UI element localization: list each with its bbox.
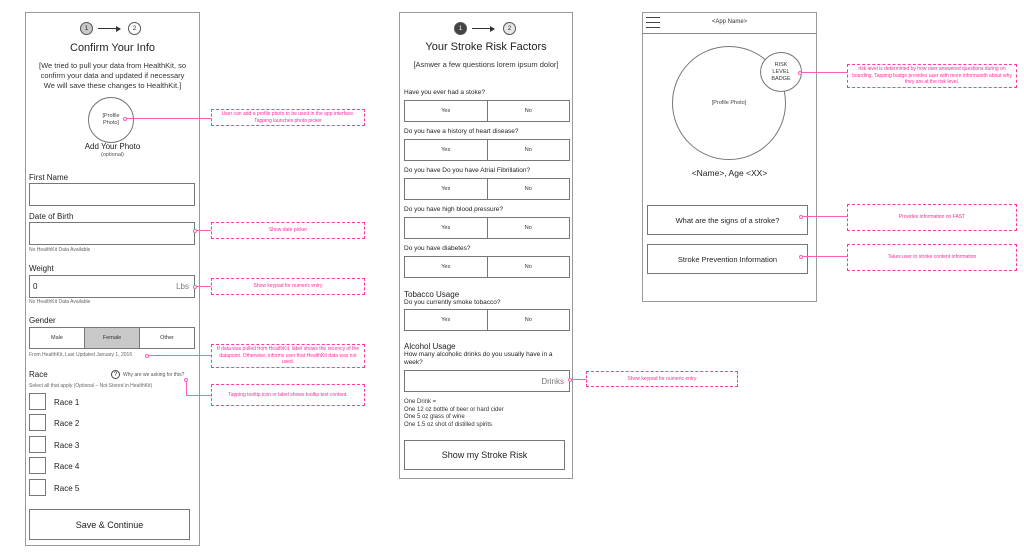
- question-label: Do you have a history of heart disease?: [404, 128, 519, 135]
- drink-definition-line: One 5 oz glass of wine: [404, 414, 465, 420]
- step-2-indicator: 2: [503, 22, 516, 35]
- menu-line: [646, 27, 660, 28]
- risk-level-badge[interactable]: [760, 52, 802, 92]
- annotation-gender-note: If data was pulled from HealthKit, label shows the recency of the datapoint. Otherwise, informs user that HealthKit data was not used.: [211, 344, 365, 368]
- step-2-indicator: 2: [128, 22, 141, 35]
- optional-label: (optional): [101, 152, 124, 158]
- race-5-checkbox[interactable]: [29, 479, 46, 496]
- annotation-drinks-note: Show keypad for numeric entry: [586, 371, 738, 387]
- annotation-connector: [803, 216, 848, 217]
- first-name-label: First Name: [29, 173, 69, 182]
- race-3-checkbox[interactable]: [29, 436, 46, 453]
- weight-hint: No HealthKit Data Available: [29, 299, 91, 305]
- badge-text: LEVEL: [772, 68, 790, 75]
- annotation-connector: [572, 379, 586, 380]
- app-name: <App Name>: [711, 19, 748, 25]
- drink-definition-line: One 12 oz bottle of beer or hard cider: [404, 406, 504, 413]
- yes-button[interactable]: Yes: [405, 218, 488, 238]
- question-label: Do you have diabetes?: [404, 245, 471, 252]
- question-label: Do you have Do you have Atrial Fibrillation?: [404, 167, 531, 174]
- profile-photo-picker[interactable]: [88, 97, 134, 143]
- dob-label: Date of Birth: [29, 212, 74, 221]
- page-title: Your Stroke Risk Factors: [425, 41, 547, 53]
- gender-segmented-control[interactable]: [29, 327, 195, 349]
- step-1-indicator: 1: [454, 22, 467, 35]
- annotation-connector: [186, 395, 211, 396]
- no-button[interactable]: No: [524, 264, 532, 270]
- step-arrow-icon: [98, 28, 120, 29]
- stroke-signs-button[interactable]: What are the signs of a stroke?: [647, 205, 808, 235]
- first-name-input[interactable]: [29, 183, 195, 206]
- yes-no-toggle[interactable]: [404, 100, 570, 122]
- question-label: Have you ever had a stoke?: [404, 89, 485, 96]
- annotation-tooltip-note: Tapping tooltip icon or label shows tooltip text content.: [211, 384, 365, 406]
- annotation-connector: [802, 72, 848, 73]
- gender-option-male[interactable]: Male: [30, 328, 85, 348]
- annotation-connector: [197, 286, 211, 287]
- race-4-checkbox[interactable]: [29, 457, 46, 474]
- photo-placeholder-text: [Profile: [102, 113, 120, 119]
- annotation-prevention-note: Takes user to stroke content information: [847, 244, 1017, 271]
- yes-button[interactable]: Yes: [405, 179, 488, 199]
- weight-label: Weight: [29, 264, 54, 273]
- question-label: Do you have high blood pressure?: [404, 206, 504, 213]
- yes-no-toggle[interactable]: [404, 217, 570, 239]
- step-arrow-icon: [472, 28, 494, 29]
- race-1-label: Race 1: [54, 398, 80, 407]
- page-subtitle: [Asnwer a few questions lorem ipsum dolor]: [413, 60, 559, 69]
- tobacco-no-button[interactable]: No: [524, 317, 532, 323]
- weight-input[interactable]: [29, 275, 195, 298]
- weight-unit: Lbs: [176, 282, 189, 291]
- annotation-connector: [197, 230, 211, 231]
- stroke-prevention-button[interactable]: Stroke Prevention Information: [647, 244, 808, 274]
- race-1-checkbox[interactable]: [29, 393, 46, 410]
- tobacco-yes-button[interactable]: Yes: [405, 310, 488, 330]
- name-age-label: <Name>, Age <XX>: [691, 168, 768, 178]
- tobacco-title: Tobacco Usage: [404, 290, 460, 299]
- tobacco-question: Do you currently smoke tobacco?: [404, 299, 501, 306]
- intro-line: [We tried to pull your data from HealthKit, so: [38, 61, 186, 70]
- yes-button[interactable]: Yes: [405, 101, 488, 121]
- annotation-weight-note: Show keypad for numeric entry: [211, 278, 365, 295]
- save-continue-button[interactable]: Save & Continue: [29, 509, 190, 540]
- alcohol-question-line: How many alcoholic drinks do you usually have in a: [404, 351, 553, 358]
- alcohol-question: [404, 351, 570, 367]
- show-stroke-risk-button[interactable]: Show my Stroke Risk: [404, 440, 565, 470]
- yes-no-toggle[interactable]: [404, 256, 570, 278]
- yes-no-toggle[interactable]: [404, 178, 570, 200]
- profile-photo: [Profile Photo]: [672, 46, 786, 160]
- annotation-dob-note: Show date picker: [211, 222, 365, 239]
- add-photo-label[interactable]: Add Your Photo: [84, 142, 141, 151]
- annotation-connector: [186, 382, 187, 396]
- badge-text: BADGE: [771, 75, 791, 82]
- drink-definition-line: One 1.5 oz shot of distilled spirits: [404, 421, 493, 428]
- gender-option-other[interactable]: Other: [160, 335, 174, 341]
- no-button[interactable]: No: [524, 108, 532, 114]
- annotation-connector: [127, 118, 211, 119]
- annotation-signs-note: Provides information on FAST: [847, 204, 1017, 231]
- no-button[interactable]: No: [524, 147, 532, 153]
- dob-hint: No HealthKit Data Available: [29, 247, 91, 253]
- drink-definition-line: One Drink =: [404, 399, 437, 405]
- annotation-connector: [149, 355, 211, 356]
- race-3-label: Race 3: [54, 441, 80, 450]
- yes-button[interactable]: Yes: [405, 257, 488, 277]
- race-5-label: Race 5: [54, 484, 80, 493]
- yes-no-toggle[interactable]: [404, 139, 570, 161]
- tooltip-label[interactable]: Why are we asking for this?: [123, 372, 185, 378]
- drinks-unit: Drinks: [541, 377, 564, 386]
- race-4-label: Race 4: [54, 462, 80, 471]
- yes-button[interactable]: Yes: [405, 140, 488, 160]
- weight-value: 0: [33, 282, 38, 291]
- intro-text: [25, 61, 200, 91]
- step-1-indicator: 1: [80, 22, 93, 35]
- badge-text: RISK: [774, 61, 788, 68]
- intro-line: We will save these changes to HealthKit.]: [43, 81, 182, 90]
- dob-input[interactable]: [29, 222, 195, 245]
- annotation-connector: [803, 256, 848, 257]
- annotation-photo-note: User can add a profile photo to be used in the app interface. Tapping launches photo picker: [211, 109, 365, 126]
- race-2-label: Race 2: [54, 419, 80, 428]
- alcohol-question-line: week?: [404, 359, 423, 366]
- annotation-badge-note: risk level is determined by how user answered questions during on boarding. Tapping badge provides user with more informaioth about why they are at the risk level.: [847, 64, 1017, 88]
- drinks-input[interactable]: [404, 370, 570, 392]
- alcohol-title: Alcohol Usage: [404, 342, 456, 351]
- no-button[interactable]: No: [524, 225, 532, 231]
- drink-definition: [404, 399, 504, 429]
- photo-placeholder-text: Photo]: [103, 120, 119, 126]
- menu-line: [646, 17, 660, 18]
- tobacco-toggle[interactable]: [404, 309, 570, 331]
- intro-line: confirm your data and updated if necessary: [40, 71, 185, 80]
- race-label: Race: [29, 370, 48, 379]
- gender-label: Gender: [29, 316, 56, 325]
- page-title: Confirm Your Info: [70, 42, 155, 54]
- gender-hint: From HealthKit, Last Updated January 1, 2016: [29, 352, 133, 358]
- gender-option-female[interactable]: Female: [85, 328, 140, 348]
- race-2-checkbox[interactable]: [29, 414, 46, 431]
- race-hint: Select all that apply (Optional – Not Stored in HealthKit): [29, 383, 153, 389]
- no-button[interactable]: No: [524, 186, 532, 192]
- help-tooltip-icon[interactable]: ?: [111, 370, 120, 379]
